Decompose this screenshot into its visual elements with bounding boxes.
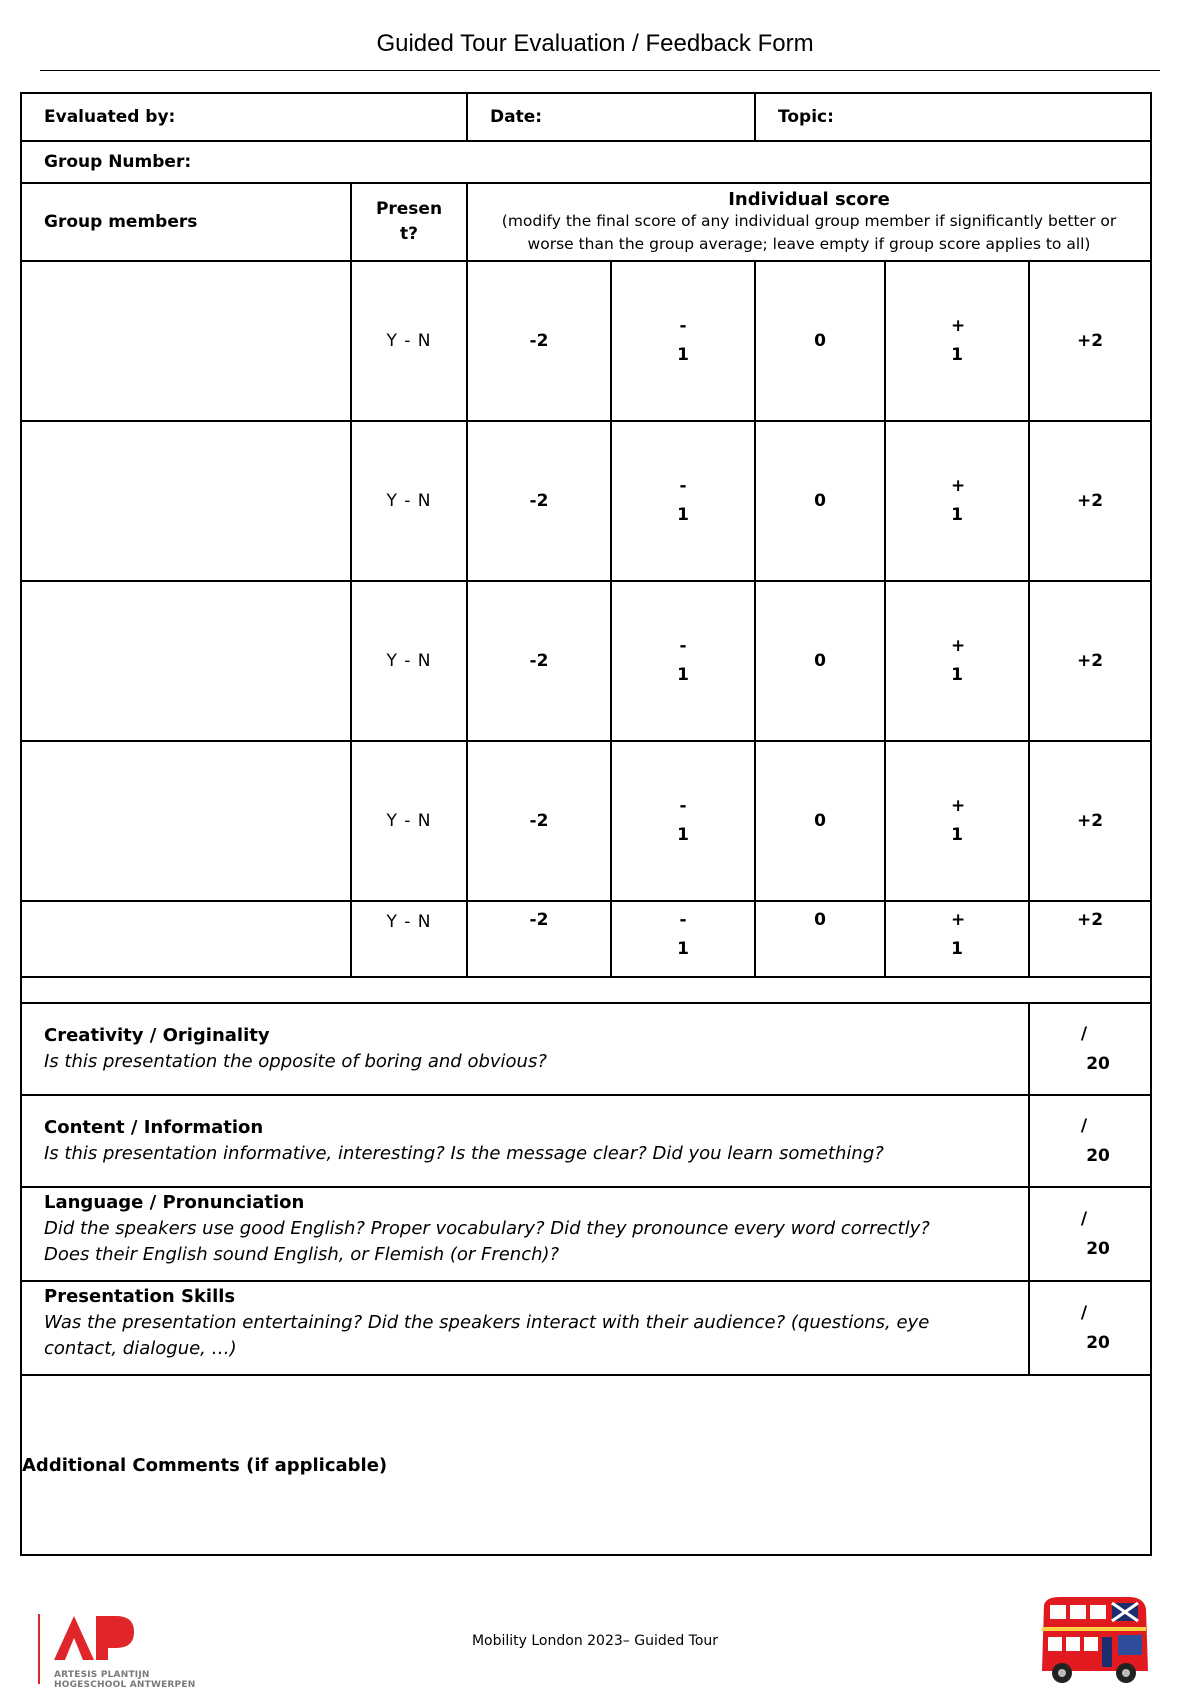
criterion-description [21,1095,1029,1187]
criterion-score-field[interactable]: / 20 [1029,1187,1151,1281]
individual-score-note: worse than the group average; leave empty if group score applies to all) [527,234,1091,253]
score-plus-2[interactable]: +2 [1029,421,1151,581]
criterion-score-field[interactable]: / 20 [1029,1095,1151,1187]
criterion-name: Language / Pronunciation [44,1192,305,1213]
criterion-description [21,1281,1029,1375]
score-minus-1[interactable]: -1 [611,901,755,977]
present-toggle[interactable]: Y - N [351,901,467,977]
member-name-cell[interactable] [21,421,351,581]
bus-door [1102,1637,1112,1667]
score-zero[interactable]: 0 [755,581,885,741]
present-toggle[interactable]: Y - N [351,741,467,901]
topic-field[interactable] [755,93,1151,141]
member-name-cell[interactable] [21,581,351,741]
score-plus-1[interactable]: +1 [885,421,1029,581]
member-row [21,421,1151,581]
bus-window [1066,1637,1080,1651]
score-zero[interactable]: 0 [755,421,885,581]
date-label: Date: [490,107,543,127]
london-bus-icon [1036,1595,1154,1687]
criterion-question: Is this presentation informative, interesting? Is the message clear? Did you learn something? [44,1143,884,1164]
member-row [21,261,1151,421]
title-divider [40,70,1160,71]
score-zero[interactable]: 0 [755,261,885,421]
individual-score-header [467,183,1151,261]
criterion-row [21,1281,1151,1375]
individual-score-note: (modify the final score of any individual group member if significantly better or [501,211,1117,230]
member-row [21,581,1151,741]
evaluated-by-field[interactable] [21,93,467,141]
bus-front-window [1118,1635,1142,1655]
present-toggle[interactable]: Y - N [351,581,467,741]
criterion-name: Presentation Skills [44,1286,236,1307]
score-plus-1[interactable]: +1 [885,581,1029,741]
bus-hubcap [1122,1669,1130,1677]
member-name-cell[interactable] [21,901,351,977]
criterion-question: contact, dialogue, …) [44,1338,237,1359]
score-minus-1[interactable]: -1 [611,581,755,741]
score-minus-2[interactable]: -2 [467,581,611,741]
score-minus-2[interactable]: -2 [467,261,611,421]
criterion-question: Does their English sound English, or Flemish (or French)? [44,1244,560,1265]
score-plus-2[interactable]: +2 [1029,581,1151,741]
score-minus-1[interactable]: -1 [611,741,755,901]
member-name-cell[interactable] [21,741,351,901]
score-plus-1[interactable]: +1 [885,741,1029,901]
present-toggle[interactable]: Y - N [351,421,467,581]
bus-window [1090,1605,1106,1619]
criterion-description [21,1003,1029,1095]
evaluation-form [20,92,1152,1556]
score-plus-2[interactable]: +2 [1029,741,1151,901]
score-plus-1[interactable]: +1 [885,901,1029,977]
present-header: Presen t? [351,183,467,261]
score-plus-2[interactable]: +2 [1029,901,1151,977]
criterion-description [21,1187,1029,1281]
logo-bar [38,1614,40,1684]
bus-window [1048,1637,1062,1651]
additional-comments-label: Additional Comments (if applicable) [22,1454,388,1476]
section-spacer [21,977,1151,1003]
member-row [21,901,1151,977]
bus-hubcap [1058,1669,1066,1677]
date-field[interactable] [467,93,755,141]
criterion-question: Is this presentation the opposite of boring and obvious? [44,1051,547,1072]
criterion-question: Did the speakers use good English? Proper vocabulary? Did they pronounce every word correctly? [44,1218,930,1239]
score-minus-2[interactable]: -2 [467,741,611,901]
score-zero[interactable]: 0 [755,901,885,977]
member-row [21,741,1151,901]
score-minus-1[interactable]: -1 [611,261,755,421]
criterion-question: Was the presentation entertaining? Did the speakers interact with their audience? (questions, eye [44,1312,930,1333]
criterion-row [21,1003,1151,1095]
logo-caption: ARTESIS PLANTIJN HOGESCHOOL ANTWERPEN [54,1670,196,1690]
criterion-score-field[interactable]: / 20 [1029,1281,1151,1375]
score-minus-2[interactable]: -2 [467,421,611,581]
score-plus-1[interactable]: +1 [885,261,1029,421]
score-zero[interactable]: 0 [755,741,885,901]
criterion-score-field[interactable]: / 20 [1029,1003,1151,1095]
bus-stripe [1042,1627,1146,1631]
bus-window [1084,1637,1098,1651]
criterion-row [21,1187,1151,1281]
additional-comments-field[interactable] [21,1375,1151,1555]
page-title: Guided Tour Evaluation / Feedback Form [376,30,814,57]
evaluated-by-label: Evaluated by: [44,107,176,127]
group-number-field[interactable] [21,141,1151,183]
score-minus-2[interactable]: -2 [467,901,611,977]
score-minus-1[interactable]: -1 [611,421,755,581]
member-name-cell[interactable] [21,261,351,421]
criterion-name: Creativity / Originality [44,1025,270,1046]
footer-text: Mobility London 2023– Guided Tour [471,1633,719,1649]
group-members-header: Group members [21,183,351,261]
individual-score-title: Individual score [728,188,890,210]
group-number-label: Group Number: [44,152,192,172]
bus-window [1070,1605,1086,1619]
present-toggle[interactable]: Y - N [351,261,467,421]
criterion-name: Content / Information [44,1117,264,1138]
topic-label: Topic: [778,107,834,127]
bus-window [1050,1605,1066,1619]
score-plus-2[interactable]: +2 [1029,261,1151,421]
criterion-row [21,1095,1151,1187]
